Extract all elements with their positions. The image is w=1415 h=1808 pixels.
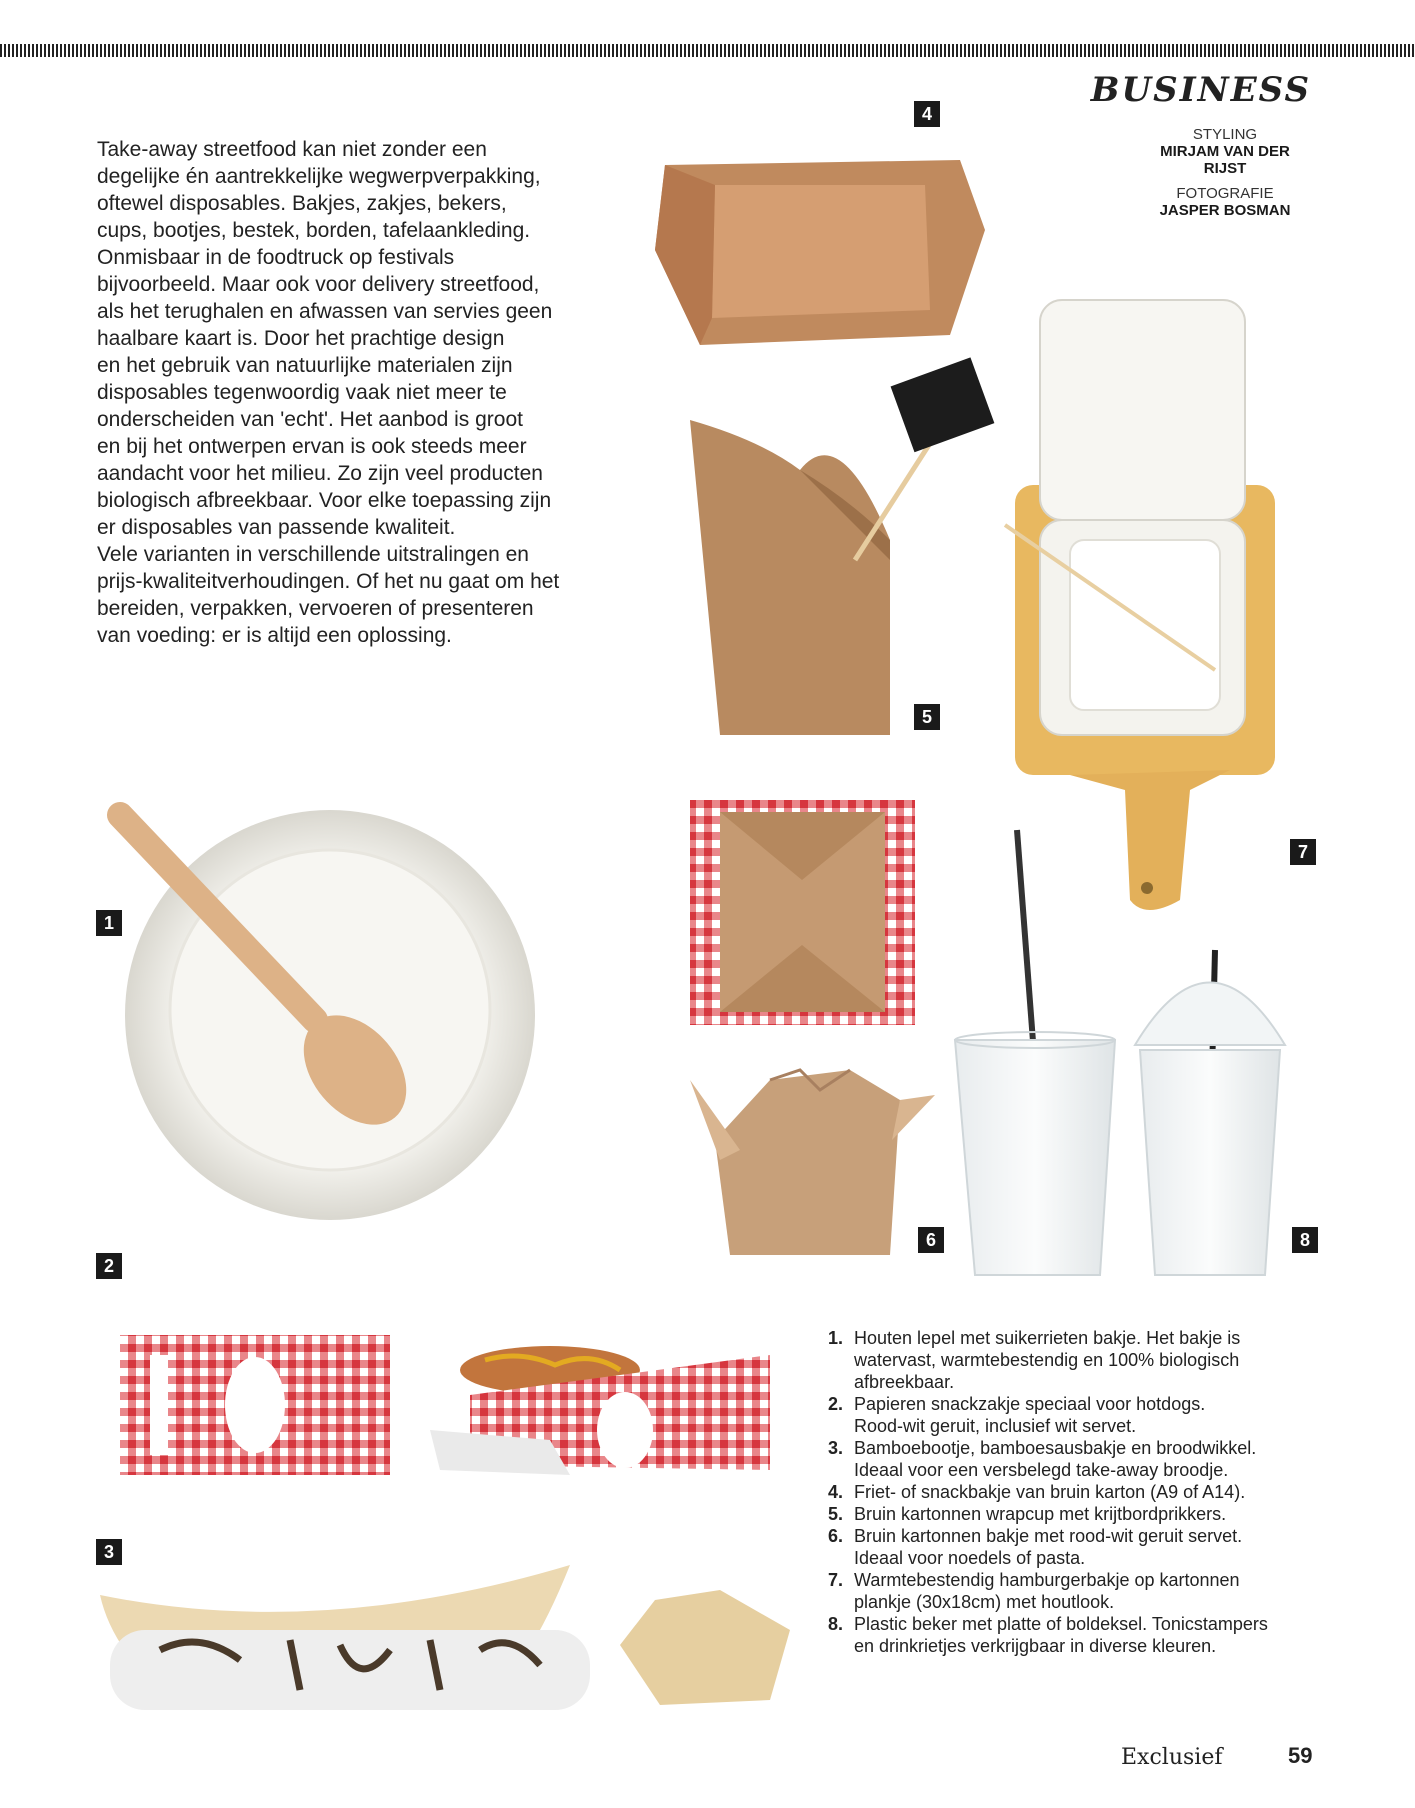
badge-2: 2 [96,1253,122,1279]
caption-line: watervast, warmtebestendig en 100% biologisch [854,1350,1240,1370]
intro-line: Vele varianten in verschillende uitstralingen en [97,543,529,566]
photo-name: JASPER BOSMAN [1159,202,1291,219]
intro-line: en het gebruik van natuurlijke materialen zijn [97,354,513,377]
caption-number: 5. [828,1504,844,1524]
photo-paper-tray [655,160,985,345]
intro-line: haalbare kaart is. Door het prachtige design [97,327,505,350]
styling-name-line2: RIJST [1203,160,1247,177]
page-number: 59 [1288,1743,1313,1768]
caption-item [828,1613,1348,1657]
section-title: BUSINESS [1090,70,1311,110]
photo-bamboo-boat [100,1565,790,1710]
photo-bowl-spoon [120,810,535,1220]
photo-burger-box [1005,300,1275,910]
caption-number: 1. [828,1328,844,1348]
caption-line: Ideaal voor noedels of pasta. [854,1548,1086,1568]
captions-list [828,1327,1348,1657]
caption-line: Bruin kartonnen bakje met rood-wit geruit servet. [854,1526,1243,1546]
intro-line: oftewel disposables. Bakjes, zakjes, bekers, [97,192,507,215]
badge-5: 5 [914,704,940,730]
caption-number: 7. [828,1570,844,1590]
caption-item [828,1503,1348,1525]
caption-item [828,1393,1348,1437]
caption-line: Houten lepel met suikerrieten bakje. Het bakje is [854,1328,1241,1348]
caption-line: Papieren snackzakje speciaal voor hotdogs. [854,1394,1206,1414]
intro-line: degelijke én aantrekkelijke wegwerpverpakking, [97,165,541,188]
caption-number: 6. [828,1526,844,1546]
photo-noodle-box [690,1070,935,1255]
caption-item [828,1481,1348,1503]
caption-item [828,1569,1348,1613]
intro-line: en bij het ontwerpen ervan is ook steeds meer [97,435,527,458]
styling-name-line1: MIRJAM VAN DER [1160,143,1290,160]
caption-line: Bruin kartonnen wrapcup met krijtbordprikkers. [854,1504,1227,1524]
caption-number: 4. [828,1482,844,1502]
intro-line: bijvoorbeeld. Maar ook voor delivery streetfood, [97,273,540,296]
caption-line: Friet- of snackbakje van bruin karton (A9 of A14). [854,1482,1246,1502]
caption-item [828,1525,1348,1569]
caption-line: Warmtebestendig hamburgerbakje op kartonnen [854,1570,1240,1590]
caption-number: 3. [828,1438,844,1458]
badge-1: 1 [96,910,122,936]
caption-number: 8. [828,1614,844,1634]
caption-line: plankje (30x18cm) met houtlook. [854,1592,1115,1612]
photo-hotdog-bags [120,1335,770,1475]
caption-line: en drinkrietjes verkrijgbaar in diverse kleuren. [854,1636,1217,1656]
caption-line: Rood-wit geruit, inclusief wit servet. [854,1416,1137,1436]
photo-wrap-cup [690,357,994,735]
intro-line: van voeding: er is altijd een oplossing. [97,624,452,647]
badge-3: 3 [96,1539,122,1565]
badge-6: 6 [918,1227,944,1253]
caption-item [828,1327,1348,1393]
caption-line: Bamboebootje, bamboesausbakje en broodwikkel. [854,1438,1257,1458]
photo-box-on-napkin [690,800,915,1025]
intro-line: cups, bootjes, bestek, borden, tafelaankleding. [97,219,531,242]
styling-label: STYLING [1192,126,1258,143]
caption-line: afbreekbaar. [854,1372,955,1392]
badge-7: 7 [1290,839,1316,865]
photo-label: FOTOGRAFIE [1176,185,1274,202]
caption-number: 2. [828,1394,844,1414]
footer-brand: Exclusief [1121,1745,1223,1770]
intro-line: er disposables van passende kwaliteit. [97,516,456,539]
photo-plastic-cups [955,830,1285,1275]
badge-8: 8 [1292,1227,1318,1253]
intro-line: Take-away streetfood kan niet zonder een [97,138,487,161]
intro-line: biologisch afbreekbaar. Voor elke toepassing zijn [97,489,552,512]
intro-line: disposables tegenwoordig vaak niet meer te [97,381,507,404]
intro-line: Onmisbaar in de foodtruck op festivals [97,246,455,269]
intro-line: prijs-kwaliteitverhoudingen. Of het nu gaat om het [97,570,560,593]
caption-line: Ideaal voor een versbelegd take-away broodje. [854,1460,1229,1480]
badge-4: 4 [914,101,940,127]
intro-line: bereiden, verpakken, vervoeren of presenteren [97,597,534,620]
caption-line: Plastic beker met platte of boldeksel. Tonicstampers [854,1614,1268,1634]
caption-item [828,1437,1348,1481]
intro-line: onderscheiden van 'echt'. Het aanbod is groot [97,408,523,431]
intro-line: als het terughalen en afwassen van servies geen [97,300,553,323]
intro-line: aandacht voor het milieu. Zo zijn veel producten [97,462,543,485]
